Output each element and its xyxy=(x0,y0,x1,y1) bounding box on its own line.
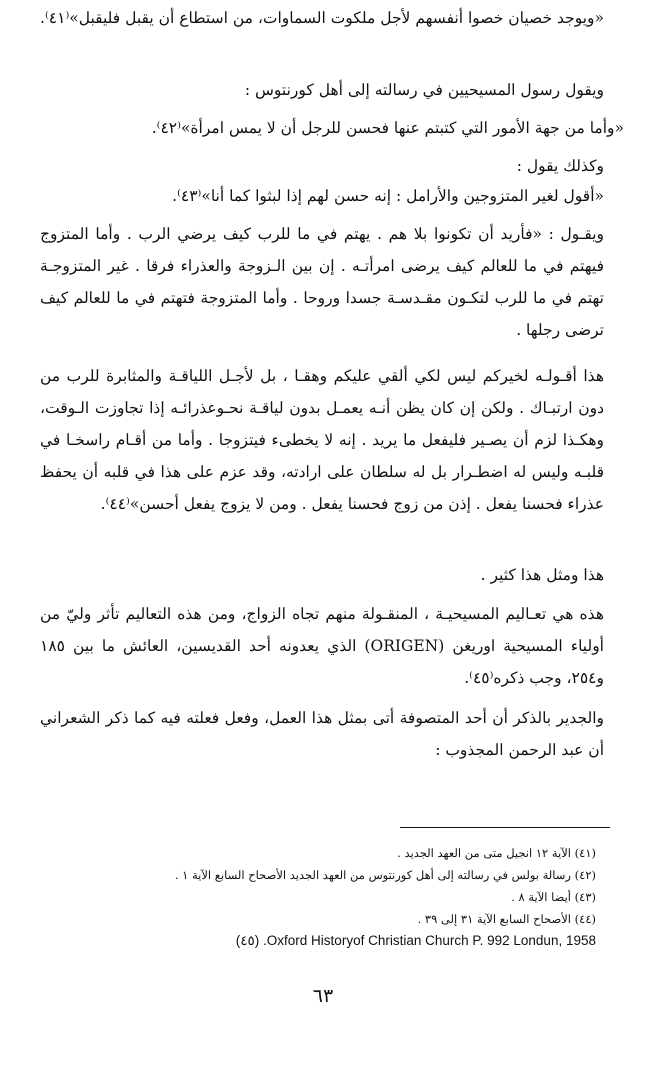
paragraph-sufi: والجدير بالذكر أن أحد المتصوفة أتى بمثل هذا العمل، وفعل فعلته فيه كما ذكر الشعراني أن عبد الرحمن المجذوب : xyxy=(40,709,604,759)
paragraph-quote-43: «أقول لغير المتزوجين والأرامل : إنه حسن لهم إذا لبثوا كما أنا»⁽٤٣⁾. xyxy=(172,187,604,205)
paragraph-origen: هذه هي تعـاليم المسيحيـة ، المنقـولة منهم تجاه الزواج، ومن هذه التعاليم تأثر وليّ من أولياء المسيحية اوريغن (ORIGEN) الذي يعدونه أحد القديسين، العائش ما بين ١٨٥ و٢٥٤، وجب ذكره⁽٤٥⁾. xyxy=(40,605,604,687)
page-number: ٦٣ xyxy=(312,985,334,1007)
paragraph-much-like-this: هذا ومثل هذا كثير . xyxy=(480,566,604,584)
footnotes xyxy=(120,842,596,952)
paragraph-quote-care: ويقـول : «فأريد أن تكونوا بلا هم . يهتم في ما للرب كيف يرضي الرب . وأما المتزوج فيهتم في ما للعالم كيف يرضى امرأتـه . إن بين الـزوجة والعذراء فرقا . غير المتزوجـة تهتم في ما للرب لتكـون مقـدسـة جسدا وروحا . وأما المتزوجة فتهتم في ما للعالم كيف ترضى رجلها . xyxy=(40,225,604,339)
footnote-44: (٤٤) الأصحاح السابع الآية ٣١ إلى ٣٩ . xyxy=(417,912,596,926)
paragraph-quote-41: «ويوجد خصيان خصوا أنفسهم لأجل ملكوت السماوات، من استطاع أن يقبل فليقبل»⁽٤١⁾. xyxy=(40,9,604,27)
footnote-42: (٤٢) رسالة بولس في رسالته إلى أهل كورنتوس من العهد الجديد الأصحاح السابع الآية ١ . xyxy=(174,868,596,882)
footnote-divider xyxy=(400,827,610,828)
paragraph-intro-corinthians: ويقول رسول المسيحيين في رسالته إلى أهل كورنتوس : xyxy=(244,81,604,99)
paragraph-quote-42: «وأما من جهة الأمور التي كتبتم عنها فحسن للرجل أن لا يمس امرأة»⁽٤٢⁾. xyxy=(151,119,624,137)
footnote-41: (٤١) الآية ١٢ انجيل متى من العهد الجديد . xyxy=(397,846,596,860)
paragraph-also-says: وكذلك يقول : xyxy=(516,157,604,175)
footnote-43: (٤٣) أيضا الآية ٨ . xyxy=(511,890,596,904)
paragraph-quote-44: هذا أقـولـه لخيركم ليس لكي ألقي عليكم وهقـا ، بل لأجـل اللياقـة والمثابرة للرب من دون ارتبـاك . ولكن إن كان يظن أنـه يعمـل بدون لياقـة نحـوعذرائـه إذا تجاوزت الـوقت، وهكـذا لزم أن يصـير فليفعل ما يريد . إنه لا يخطىء فيتزوجا . وأما من أقـام راسخـا في قلبـه وليس له اضطـرار بل له سلطان على ارادته، وقد عزم على هذا في قلبه أن يحفظ عذراء فحسنا يفعل . إذن من زوج فحسنا يفعل . ومن لا يزوج يفعل أحسن»⁽٤٤⁾. xyxy=(40,367,604,513)
footnote-45: Oxford Historyof Christian Church P. 992 Londun, 1958. (٤٥) xyxy=(235,933,596,948)
